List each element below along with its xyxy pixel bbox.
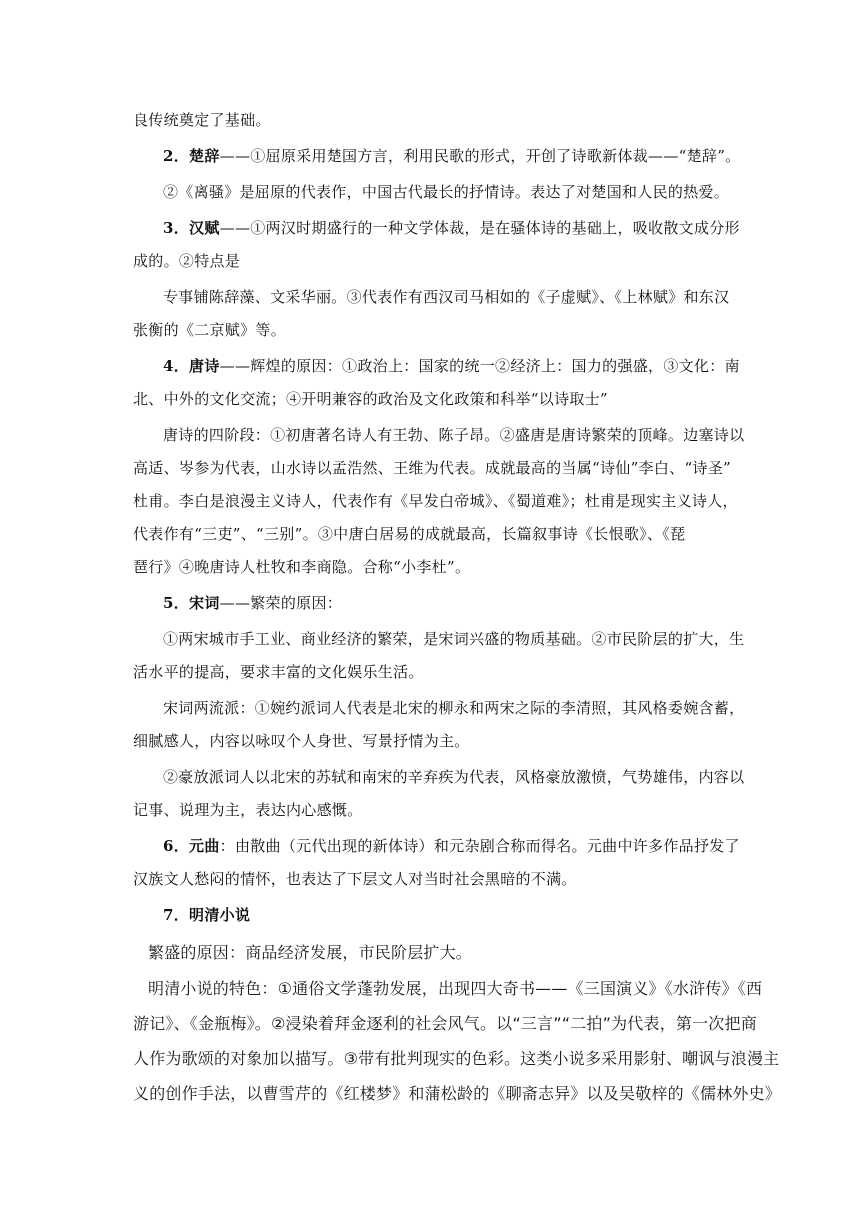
section-7-heading: 7．明清小说	[163, 906, 251, 924]
text-line: 细腻感人，内容以咏叹个人身世、写景抒情为主。	[133, 732, 470, 750]
text-line: 杜甫。李白是浪漫主义诗人，代表作有《早发白帝城》、《蜀道难》；杜甫是现实主义诗人，	[133, 492, 738, 510]
section-7-paragraph	[163, 905, 250, 925]
scanned-text-line: 人作为歌颂的对象加以描写。③带有批判现实的色彩。这类小说多采用影射、嘲讽与浪漫主	[133, 1049, 780, 1068]
text-line: 成的。②特点是	[133, 252, 241, 270]
section-6-paragraph: 6．元曲：由散曲（元代出现的新体诗）和元杂剧合称而得名。元曲中许多作品抒发了	[163, 837, 740, 855]
scanned-text-line: 义的创作手法，以曹雪芹的《红楼梦》和蒲松龄的《聊斋志异》以及吴敬梓的《儒林外史》	[133, 1084, 782, 1103]
text-line: 汉族文人愁闷的情怀，也表达了下层文人对当时社会黑暗的不满。	[133, 870, 577, 888]
text-line: 专事铺陈辞藻、文采华丽。③代表作有西汉司马相如的《子虚赋》、《上林赋》和东汉	[163, 288, 730, 306]
section-4-paragraph: 4．唐诗——辉煌的原因：①政治上：国家的统一②经济上：国力的强盛，③文化：南	[163, 357, 740, 375]
text-line: 张衡的《二京赋》等。	[133, 321, 287, 339]
section-3-heading: 3．汉赋	[163, 219, 220, 237]
section-6-heading: 6．元曲	[163, 837, 220, 855]
scanned-text-line: 繁盛的原因：商品经济发展，市民阶层扩大。	[148, 943, 473, 962]
scanned-text-line: 游记》、《金瓶梅》。②浸染着拜金逐利的社会风气。以“三言”“二拍”为代表，第一次把商	[133, 1014, 757, 1033]
text-line: 北、中外的文化交流；④开明兼容的政治及文化政策和科举“以诗取士”	[133, 390, 608, 408]
text-line: 琶行》④晚唐诗人杜牧和李商隐。合称“小李杜”。	[133, 558, 471, 576]
text-line: 宋词两流派：①婉约派词人代表是北宋的柳永和两宋之际的李清照，其风格委婉含蓄，	[163, 699, 745, 717]
section-5-paragraph: 5．宋词——繁荣的原因：	[163, 594, 343, 612]
section-2-paragraph: 2．楚辞——①屈原采用楚国方言，利用民歌的形式，开创了诗歌新体裁——“楚辞”。	[163, 147, 741, 165]
text-line: 代表作有“三吏”、“三别”。③中唐白居易的成就最高，长篇叙事诗《长恨歌》、《琵	[133, 525, 686, 543]
section-3-paragraph: 3．汉赋——①两汉时期盛行的一种文学体裁，是在骚体诗的基础上，吸收散文成分形	[163, 219, 740, 237]
text-line: 唐诗的四阶段：①初唐著名诗人有王勃、陈子昂。②盛唐是唐诗繁荣的顶峰。边塞诗以	[163, 426, 745, 444]
scanned-text-line: 明清小说的特色：①通俗文学蓬勃发展，出现四大奇书——《三国演义》《水浒传》《西	[148, 979, 763, 998]
text-line: 高适、岑参为代表，山水诗以孟浩然、王维为代表。成就最高的当属“诗仙”李白、“诗圣”	[133, 459, 731, 477]
section-4-heading: 4．唐诗	[163, 357, 220, 375]
text-line: ②豪放派词人以北宋的苏轼和南宋的辛弃疾为代表，风格豪放激愤，气势雄伟，内容以	[163, 768, 745, 786]
text-line: 良传统奠定了基础。	[133, 111, 271, 129]
text-line: 活水平的提高，要求丰富的文化娱乐生活。	[133, 663, 424, 681]
section-2-heading: 2．楚辞	[163, 147, 220, 165]
text-line: 记事、说理为主，表达内心感慨。	[133, 801, 363, 819]
text-line: ②《离骚》是屈原的代表作，中国古代最长的抒情诗。表达了对楚国和人民的热爱。	[163, 183, 730, 201]
text-line: ①两宋城市手工业、商业经济的繁荣，是宋词兴盛的物质基础。②市民阶层的扩大，生	[163, 630, 745, 648]
section-5-heading: 5．宋词	[163, 594, 220, 612]
